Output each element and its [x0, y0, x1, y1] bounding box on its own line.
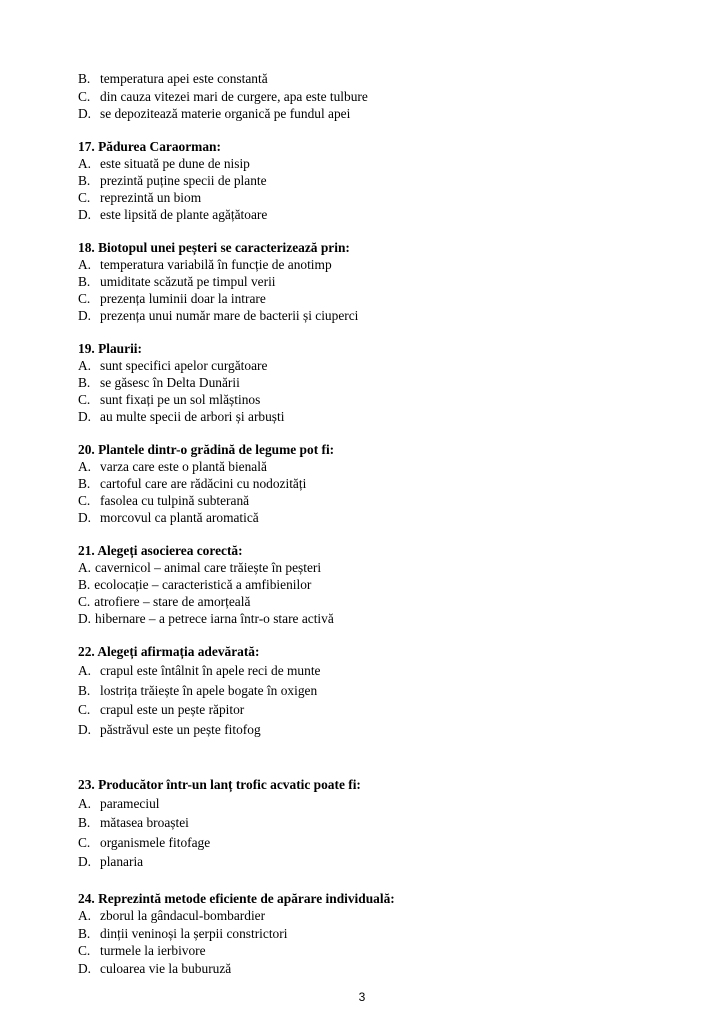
option-a: A. cavernicol – animal care trăiește în peșteri — [78, 560, 322, 575]
option-a: A. sunt specifici apelor curgătoare — [78, 358, 268, 373]
question-title: 20. Plantele dintr-o grădină de legume pot fi: — [78, 442, 335, 457]
option-b: B. umiditate scăzută pe timpul verii — [78, 274, 276, 289]
question-title: 22. Alegeți afirmația adevărată: — [78, 644, 260, 659]
option-a: A. varza care este o plantă bienală — [78, 459, 267, 474]
question-title: 23. Producător într-un lanț trofic acvatic poate fi: — [78, 777, 361, 792]
option-a: A. parameciul — [78, 796, 160, 811]
option-c: C. fasolea cu tulpină subterană — [78, 493, 250, 508]
option-d: D. se depozitează materie organică pe fundul apei — [78, 106, 351, 121]
option-b: B. lostrița trăiește în apele bogate în oxigen — [78, 683, 318, 698]
question-title: 24. Reprezintă metode eficiente de apărare individuală: — [78, 891, 395, 906]
option-c: C. din cauza vitezei mari de curgere, apa este tulbure — [78, 89, 368, 104]
option-a: A. crapul este întâlnit în apele reci de munte — [78, 663, 321, 678]
option-b: B. cartoful care are rădăcini cu nodozități — [78, 476, 307, 491]
option-b: B. se găsesc în Delta Dunării — [78, 375, 240, 390]
option-c: C. reprezintă un biom — [78, 190, 202, 205]
option-c: C. turmele la ierbivore — [78, 943, 206, 958]
option-d: D. păstrăvul este un pește fitofog — [78, 722, 261, 737]
option-d: D. este lipsită de plante agățătoare — [78, 207, 268, 222]
option-b: B. prezintă puține specii de plante — [78, 173, 267, 188]
option-c: C. sunt fixați pe un sol mlăștinos — [78, 392, 261, 407]
option-d: D. prezența unui număr mare de bacterii și ciuperci — [78, 308, 359, 323]
option-d: D. planaria — [78, 854, 144, 869]
option-c: C. prezența luminii doar la intrare — [78, 291, 266, 306]
option-b: B. ecolocație – caracteristică a amfibienilor — [78, 577, 312, 592]
option-b: B. mătasea broaștei — [78, 815, 189, 830]
option-c: C. crapul este un pește răpitor — [78, 702, 245, 717]
option-d: D. hibernare – a petrece iarna într-o stare activă — [78, 611, 334, 626]
option-a: A. este situată pe dune de nisip — [78, 156, 250, 171]
option-c: C. atrofiere – stare de amorțeală — [78, 594, 251, 609]
question-title: 19. Plaurii: — [78, 341, 142, 356]
option-b: B. dinții veninoși la șerpii constrictori — [78, 926, 288, 941]
question-title: 17. Pădurea Caraorman: — [78, 139, 221, 154]
page-number: 3 — [358, 990, 366, 1004]
option-d: D. culoarea vie la buburuză — [78, 961, 232, 976]
question-title: 21. Alegeți asocierea corectă: — [78, 543, 243, 558]
option-d: D. au multe specii de arbori și arbuști — [78, 409, 285, 424]
option-a: A. zborul la gândacul-bombardier — [78, 908, 266, 923]
question-title: 18. Biotopul unei peșteri se caracterizează prin: — [78, 240, 350, 255]
option-d: D. morcovul ca plantă aromatică — [78, 510, 259, 525]
option-b: B. temperatura apei este constantă — [78, 71, 268, 86]
option-a: A. temperatura variabilă în funcție de anotimp — [78, 257, 332, 272]
option-c: C. organismele fitofage — [78, 835, 211, 850]
